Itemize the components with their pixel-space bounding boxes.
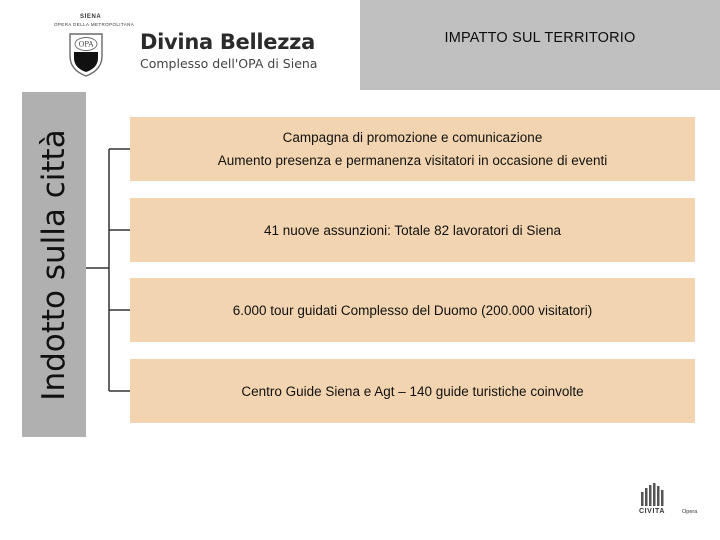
brand-subtitle: Complesso dell'OPA di Siena [140, 56, 318, 71]
impact-item-hiring [130, 198, 695, 262]
divina-bellezza-logo [42, 12, 318, 76]
brand-title: Divina Bellezza [140, 30, 315, 54]
civita-label: CIVITA [638, 508, 666, 515]
impact-item-promotion [130, 117, 695, 181]
item-text-line: Centro Guide Siena e Agt – 140 guide turistiche coinvolte [241, 383, 584, 399]
side-label: Indotto sulla città [36, 128, 72, 401]
item-text-line: Campagna di promozione e comunicazione [282, 130, 543, 145]
side-bar [22, 92, 86, 437]
logo-org-line1: SIENA [80, 14, 102, 20]
impact-item-tours [130, 278, 695, 342]
seal-text: OPA [78, 40, 94, 49]
logo-org-line2: OPERA DELLA METROPOLITANA [54, 22, 135, 27]
civita-logo [632, 482, 672, 520]
opa-seal-icon [66, 30, 106, 78]
civita-mark-icon [640, 482, 664, 506]
header-box [360, 0, 720, 90]
page-title: IMPATTO SUL TERRITORIO [444, 30, 636, 46]
item-text-line: 6.000 tour guidati Complesso del Duomo (200.000 visitatori) [232, 302, 593, 318]
opera-logo: Opera [682, 509, 698, 515]
item-text-line: 41 nuove assunzioni: Totale 82 lavoratori di Siena [264, 222, 561, 238]
item-text-line: Aumento presenza e permanenza visitatori in occasione di eventi [217, 153, 608, 168]
impact-item-guides [130, 359, 695, 423]
